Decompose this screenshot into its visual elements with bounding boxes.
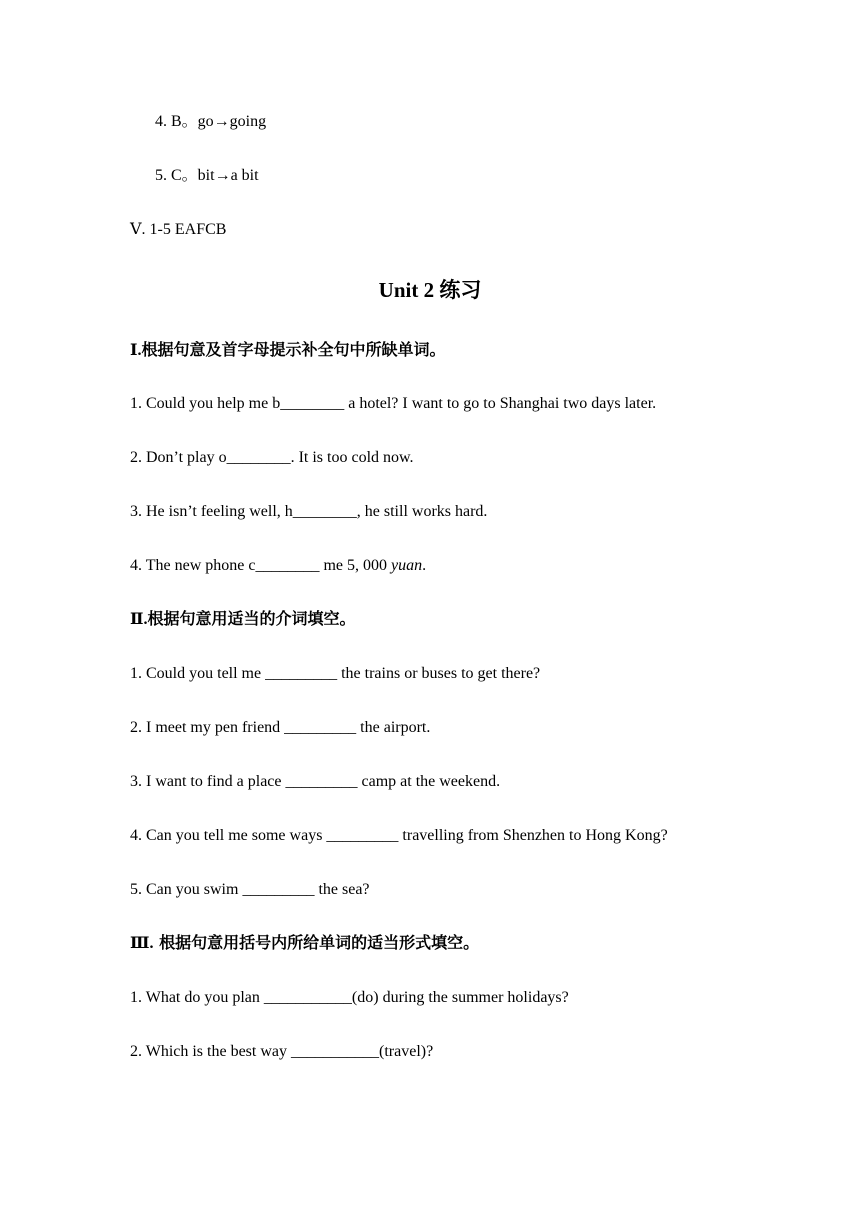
section-1-item-1: 1. Could you help me b________ a hotel? I want to go to Shanghai two days later.	[130, 395, 657, 412]
section-1-item-3: 3. He isn’t feeling well, h________, he still works hard.	[130, 503, 488, 520]
section-2-item-5: 5. Can you swim _________ the sea?	[130, 881, 370, 898]
section-3-item-1: 1. What do you plan ___________(do) during the summer holidays?	[130, 989, 569, 1006]
section-2-item-2: 2. I meet my pen friend _________ the airport.	[130, 719, 431, 736]
section-1-item-4-text: 4. The new phone c________ me 5, 000	[130, 557, 391, 574]
section-2-label: 根据句意用适当的介词填空。	[147, 609, 356, 628]
section-3-label: 根据句意用括号内所给单词的适当形式填空。	[159, 933, 480, 952]
unit-title	[0, 277, 860, 303]
section-1-item-2: 2. Don’t play o________. It is too cold now.	[130, 449, 414, 466]
section-1-heading	[130, 340, 446, 361]
section-1-item-4-end: .	[422, 557, 427, 574]
section-3-item-2: 2. Which is the best way ___________(travel)?	[130, 1043, 434, 1060]
section-2-item-1: 1. Could you tell me _________ the trains or buses to get there?	[130, 665, 541, 682]
section-2-heading	[130, 609, 356, 630]
section-1-item-4	[130, 556, 426, 576]
section-2-number: Ⅱ.	[130, 611, 148, 628]
unit-title-en: Unit 2	[378, 278, 435, 302]
prev-answer-4: 4. B。go→going	[155, 113, 267, 130]
section-1-number: Ⅰ.	[130, 342, 142, 359]
section-1-label: 根据句意及首字母提示补全句中所缺单词。	[141, 340, 446, 359]
section-1-item-4-italic: yuan	[391, 557, 423, 574]
section-2-item-4: 4. Can you tell me some ways _________ travelling from Shenzhen to Hong Kong?	[130, 827, 668, 844]
section-3-heading	[130, 933, 479, 954]
section-3-number: Ⅲ.	[130, 935, 154, 952]
unit-title-cn: 练习	[439, 278, 482, 302]
section-v-answers: Ⅴ. 1-5 EAFCB	[130, 221, 227, 238]
prev-answer-5: 5. C。bit→a bit	[155, 167, 259, 184]
section-2-item-3: 3. I want to find a place _________ camp at the weekend.	[130, 773, 501, 790]
